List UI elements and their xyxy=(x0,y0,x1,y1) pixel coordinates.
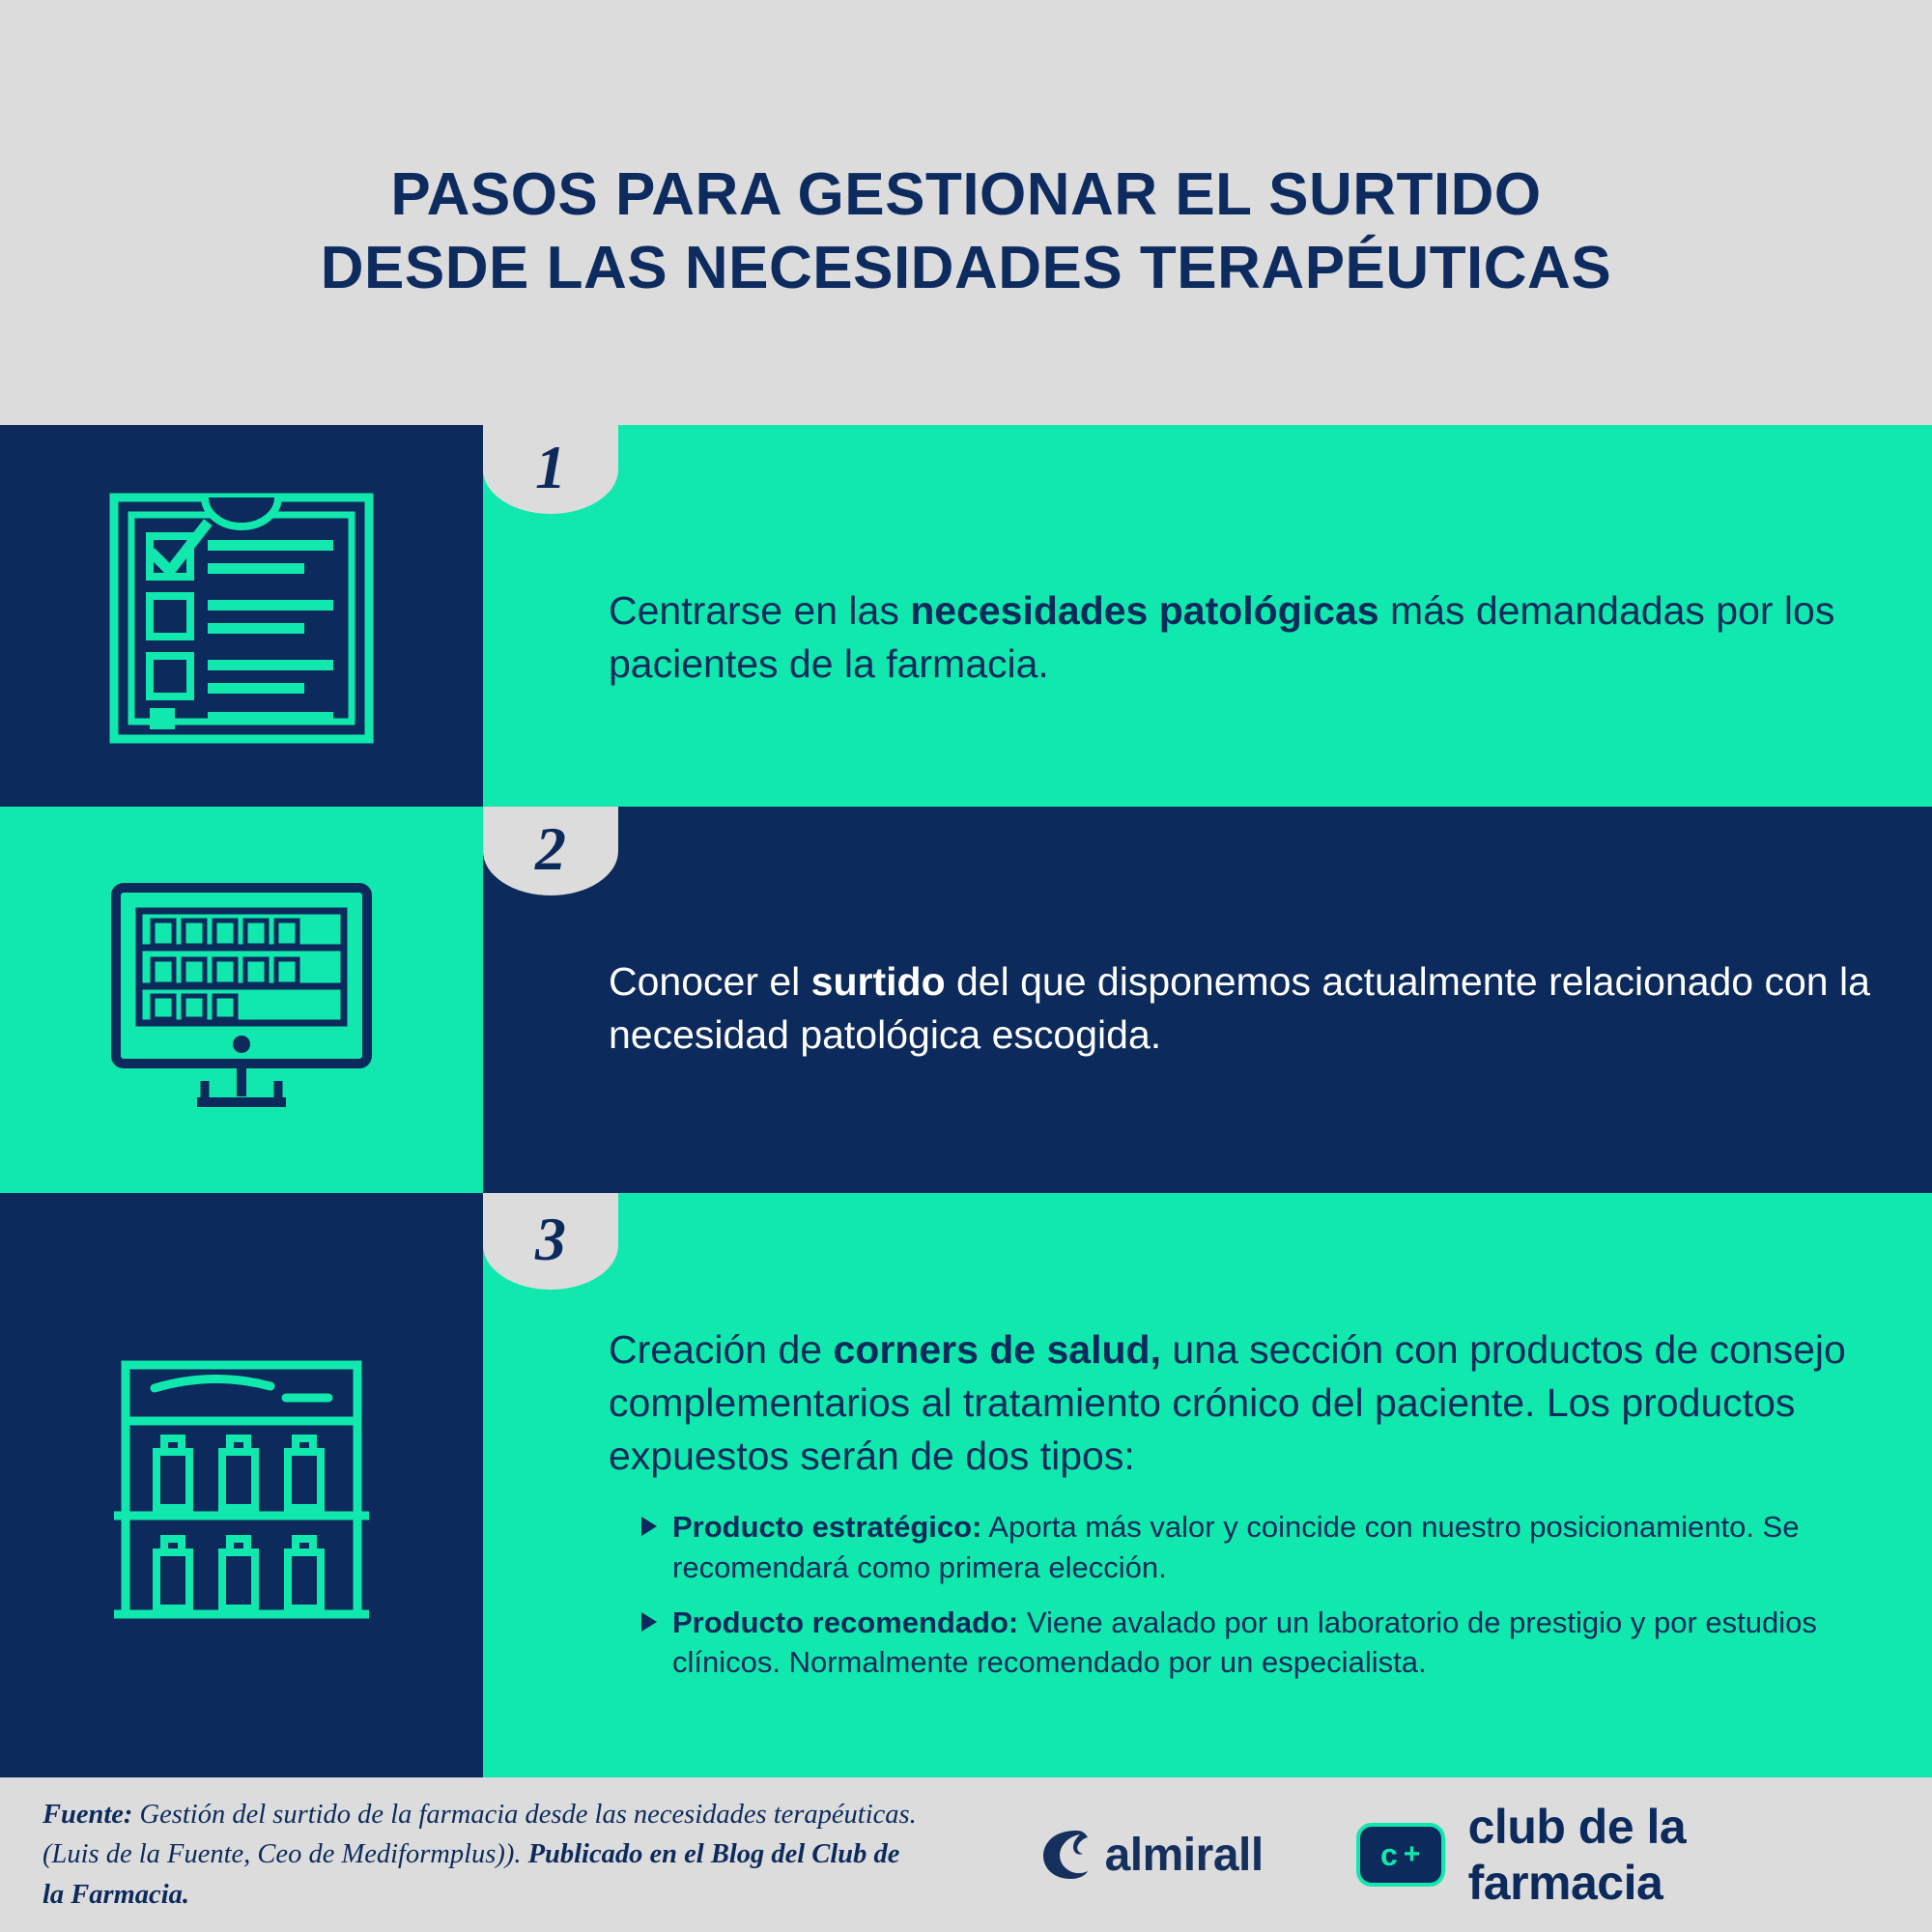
step-3-text-bold: corners de salud, xyxy=(833,1326,1161,1372)
step-3-text-c: una sección con productos de consejo complementarios al tratamiento crónico del paciente. Los productos expuestos serán de dos tipos: xyxy=(609,1326,1846,1478)
step-3-number-badge xyxy=(483,1193,618,1290)
triangle-bullet-icon xyxy=(641,1612,657,1632)
page-title xyxy=(321,158,1611,304)
step-2-text-c: del que disponemos actualmente relacionado con la necesidad patológica escogida. xyxy=(609,959,1870,1057)
bullet-2-content xyxy=(672,1603,1874,1682)
step-2-text-cell xyxy=(483,807,1932,1193)
bullet-1-text: Aporta más valor y coincide con nuestro posicionamiento. Se recomendará como primera elección. xyxy=(672,1510,1800,1584)
step-3-text-cell xyxy=(483,1193,1932,1777)
list-item xyxy=(641,1507,1874,1586)
bullet-2-label: Producto recomendado: xyxy=(672,1605,1019,1639)
clipboard-checklist-icon xyxy=(97,476,386,756)
computer-shelf-icon xyxy=(97,874,386,1125)
step-2-number-badge xyxy=(483,807,618,895)
step-1-text xyxy=(609,584,1874,691)
step-3-text xyxy=(609,1323,1874,1483)
page-footer xyxy=(0,1777,1932,1932)
club-mark-plus: + xyxy=(1403,1838,1421,1870)
step-2-icon-cell xyxy=(0,807,483,1193)
source-publication: Publicado en el Blog del Club de la Farmacia. xyxy=(43,1839,900,1910)
club-mark-letter: c xyxy=(1379,1837,1398,1872)
step-row-3 xyxy=(0,1193,1932,1777)
shelf-products-icon xyxy=(87,1326,396,1645)
source-text: Gestión del surtido de la farmacia desde las necesidades terapéuticas. (Luis de la Fuente, Ceo de Mediformplus)). xyxy=(43,1799,917,1870)
page-title-line-1: PASOS PARA GESTIONAR EL SURTIDO xyxy=(390,161,1542,229)
step-2-text-a: Conocer el xyxy=(609,959,811,1005)
step-1-text-a: Centrarse en las xyxy=(609,587,911,633)
step-3-bullet-list xyxy=(609,1507,1874,1697)
step-1-number-badge xyxy=(483,425,618,514)
step-1-text-cell xyxy=(483,425,1932,807)
club-mark-icon xyxy=(1356,1823,1445,1887)
step-2-text xyxy=(609,955,1874,1062)
step-3-number: 3 xyxy=(535,1205,566,1273)
step-1-icon-cell xyxy=(0,425,483,807)
almirall-wordmark: almirall xyxy=(1104,1829,1264,1881)
page-header xyxy=(0,0,1932,425)
brand-logos xyxy=(922,1799,1893,1911)
club-wordmark: club de la farmacia xyxy=(1467,1800,1687,1910)
step-row-2 xyxy=(0,807,1932,1193)
step-2-text-bold: surtido xyxy=(810,959,946,1005)
bullet-2-text: Viene avalado por un laboratorio de prestigio y por estudios clínicos. Normalmente recomendado por un especialista. xyxy=(672,1605,1817,1680)
almirall-mark-icon xyxy=(1037,1825,1092,1885)
source-label: Fuente: xyxy=(43,1799,133,1830)
steps-list xyxy=(0,425,1932,1777)
almirall-logo xyxy=(1037,1825,1264,1885)
step-1-number: 1 xyxy=(535,433,566,501)
step-1-text-c: más demandadas por los pacientes de la farmacia. xyxy=(609,587,1835,686)
club-de-la-farmacia-logo xyxy=(1356,1799,1893,1911)
bullet-1-content xyxy=(672,1507,1874,1586)
step-1-text-bold: necesidades patológicas xyxy=(910,587,1379,633)
step-3-text-a: Creación de xyxy=(609,1326,834,1372)
step-row-1 xyxy=(0,425,1932,807)
triangle-bullet-icon xyxy=(641,1517,657,1536)
step-2-number: 2 xyxy=(535,814,566,883)
source-note xyxy=(43,1795,922,1916)
page-title-line-2: DESDE LAS NECESIDADES TERAPÉUTICAS xyxy=(320,235,1612,301)
step-3-icon-cell xyxy=(0,1193,483,1777)
list-item xyxy=(641,1603,1874,1682)
bullet-1-label: Producto estratégico: xyxy=(672,1510,982,1545)
